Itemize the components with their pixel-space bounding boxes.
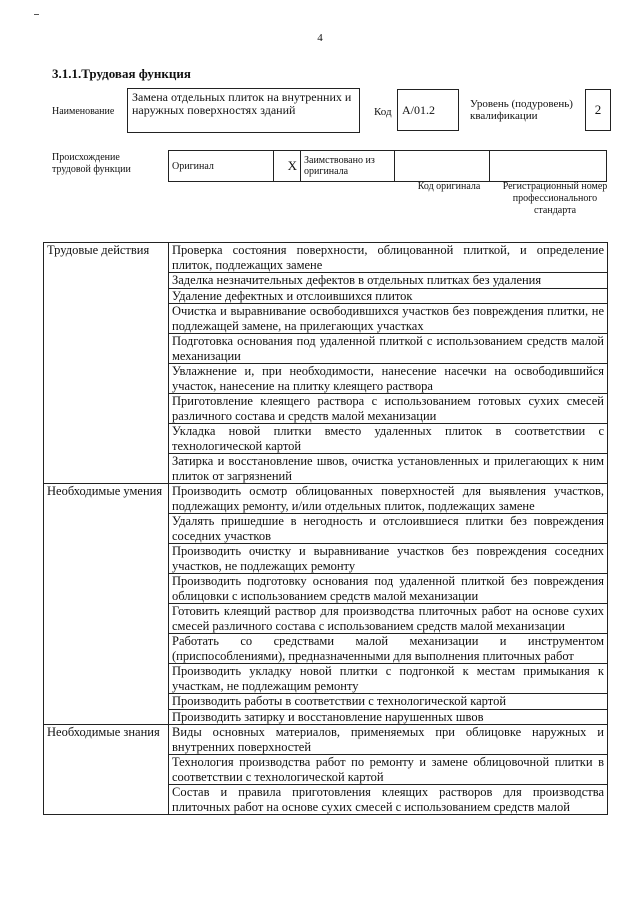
function-name-box: Замена отдельных плиток на внутренних и наружных поверхностях зданий (127, 88, 360, 133)
labor-actions-title: Трудовые действия (44, 243, 169, 484)
table-row (44, 243, 608, 273)
labor-actions-item: Увлажнение и, при необходимости, нанесение насечки на освободившийся участок, нанесение на плитку клеящего раствора (169, 364, 608, 394)
origin-borrowed-cell: Заимствовано из оригинала (301, 151, 395, 182)
origin-reg-caption: Регистрационный номер профессионального стандарта (502, 181, 608, 216)
labor-actions-item: Удаление дефектных и отслоившихся плиток (169, 288, 608, 304)
required-skills-title: Необходимые умения (44, 484, 169, 725)
origin-original-cell: Оригинал (169, 151, 274, 182)
origin-code-cell (395, 151, 490, 182)
name-label: Наименование (52, 106, 115, 117)
labor-actions-item: Затирка и восстановление швов, очистка установленных и прилегающих к ним плиток от загрязнений (169, 454, 608, 484)
required-skills-item: Производить очистку и выравнивание участков без повреждения соседних участков, не подлежащих ремонту (169, 544, 608, 574)
origin-mark: X (274, 151, 301, 182)
code-value-box: А/01.2 (397, 89, 459, 131)
required-skills-item: Удалять пришедшие в негодность и отслоившиеся плитки без повреждения соседних участков (169, 514, 608, 544)
labor-actions-item: Проверка состояния поверхности, облицованной плиткой, и определение плиток, подлежащих замене (169, 243, 608, 273)
origin-table (168, 150, 607, 182)
section-title: 3.1.1.Трудовая функция (52, 66, 191, 81)
table-row (44, 484, 608, 514)
required-knowledge-title: Необходимые знания (44, 725, 169, 815)
level-label: Уровень (подуровень) квалификации (470, 98, 573, 122)
required-skills-item: Производить осмотр облицованных поверхностей для выявления участков, подлежащих ремонту, и/или отдельных плиток, подлежащих замене (169, 484, 608, 514)
labor-function-table (43, 242, 608, 815)
table-row (44, 725, 608, 755)
required-skills-item: Производить укладку новой плитки с подгонкой к местам примыкания к участкам, не подлежащим ремонту (169, 664, 608, 694)
origin-label: Происхождение трудовой функции (52, 152, 131, 175)
labor-actions-item: Приготовление клеящего раствора с использованием готовых сухих смесей различного состава и средств малой механизации (169, 394, 608, 424)
required-skills-item: Производить подготовку основания под удаленной плиткой без повреждения облицовки с использованием средств малой механизации (169, 574, 608, 604)
required-skills-item: Производить работы в соответствии с технологической картой (169, 694, 608, 710)
required-skills-item: Работать со средствами малой механизации и инструментом (приспособлениями), предназначенными для выполнения плиточных работ (169, 634, 608, 664)
code-label: Код (374, 106, 392, 118)
origin-reg-cell (490, 151, 607, 182)
required-skills-item: Готовить клеящий раствор для производства плиточных работ на основе сухих смесей различного состава с использованием средств малой механизации (169, 604, 608, 634)
labor-actions-item: Подготовка основания под удаленной плиткой с использованием средств малой механизации (169, 334, 608, 364)
page-number: 4 (317, 32, 323, 44)
labor-actions-item: Очистка и выравнивание освободившихся участков без повреждения плитки, не подлежащей замене, на прилегающих участках (169, 304, 608, 334)
origin-code-caption: Код оригинала (417, 181, 481, 192)
required-knowledge-item: Состав и правила приготовления клеящих растворов для производства плиточных работ на основе сухих смесей с использованием средств малой (169, 785, 608, 815)
labor-actions-item: Укладка новой плитки вместо удаленных плиток в соответствии с технологической картой (169, 424, 608, 454)
level-value-box: 2 (585, 89, 611, 131)
required-skills-item: Производить затирку и восстановление нарушенных швов (169, 709, 608, 725)
scan-speck (34, 14, 39, 15)
required-knowledge-item: Виды основных материалов, применяемых при облицовке наружных и внутренних поверхностей (169, 725, 608, 755)
required-knowledge-item: Технология производства работ по ремонту и замене облицовочной плитки в соответствии с технологической картой (169, 755, 608, 785)
labor-actions-item: Заделка незначительных дефектов в отдельных плитках без удаления (169, 273, 608, 289)
